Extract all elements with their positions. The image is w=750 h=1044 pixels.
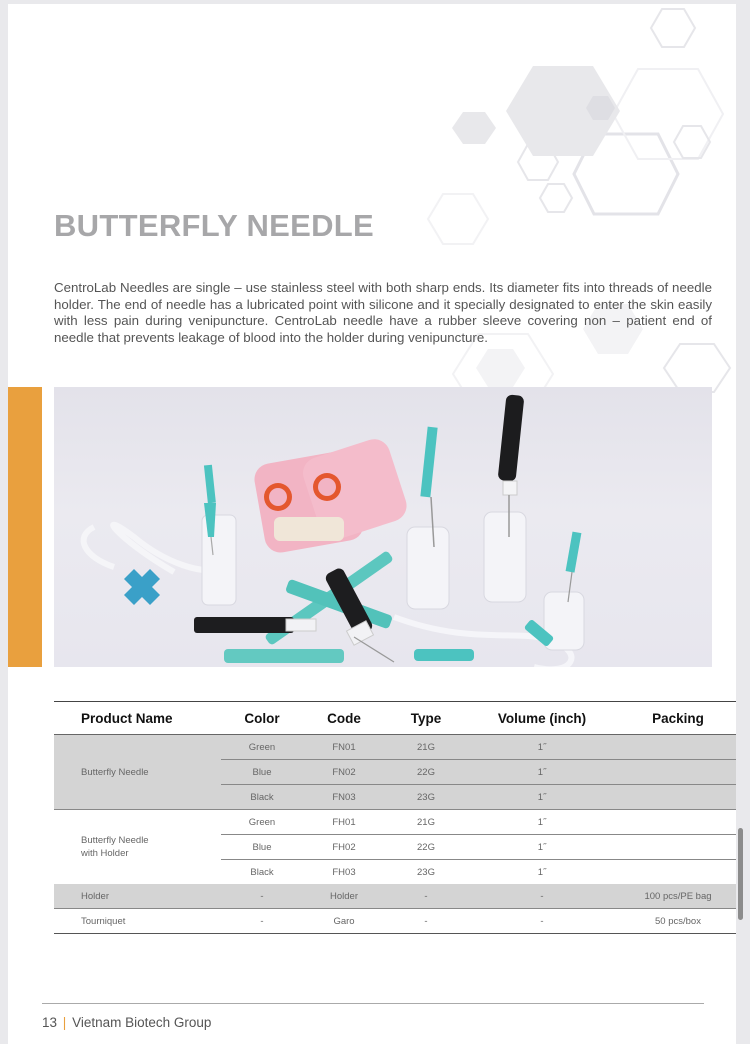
volume-cell: 1˝	[467, 835, 617, 860]
code-cell: FH03	[332, 866, 356, 878]
color-cell: Black	[221, 785, 303, 810]
page-footer	[42, 1015, 211, 1030]
packing-cell	[617, 760, 736, 785]
color-cell: Black	[250, 866, 274, 878]
accent-bar	[8, 387, 42, 667]
volume-cell: 1˝	[467, 810, 617, 835]
packing-cell: 50 pcs/box	[617, 909, 736, 934]
table-row	[54, 810, 736, 835]
code-cell: FN02	[303, 760, 385, 785]
code-cell: FH02	[303, 835, 385, 860]
packing-cell	[617, 735, 736, 760]
color-cell: Blue	[221, 760, 303, 785]
type-cell: -	[385, 884, 467, 909]
code-cell: Garo	[303, 909, 385, 934]
packing-cell: 100 pcs/PE bag	[617, 884, 736, 909]
code-cell: FN03	[303, 785, 385, 810]
code-cell: FN01	[303, 735, 385, 760]
packing-cell	[617, 785, 736, 810]
product-description: CentroLab Needles are single – use stainless steel with both sharp ends. Its diameter fits into threads of needle holder. The end of needle has a lubricated point with silicone and it specially designated to enter the skin easily with less pain during venipuncture. CentroLab needle have a rubber sleeve covering non – patient end of needle that prevents leakage of blood into the holder during venipuncture.	[54, 280, 712, 345]
page-number: 13	[42, 1015, 58, 1030]
volume-cell: -	[467, 884, 617, 909]
product-name-cell	[54, 810, 221, 885]
color-cell: -	[221, 884, 303, 909]
footer-divider	[42, 1003, 704, 1004]
packing-cell	[617, 810, 736, 835]
scrollbar-thumb[interactable]	[738, 828, 743, 920]
volume-cell: -	[467, 909, 617, 934]
table-row-holder	[54, 884, 736, 909]
company-name: Vietnam Biotech Group	[72, 1015, 212, 1030]
color-cell: -	[221, 909, 303, 934]
type-cell: 23G	[417, 866, 435, 878]
type-cell: 22G	[385, 835, 467, 860]
product-name-line: Butterfly Needle	[81, 835, 149, 846]
brochure-page	[8, 4, 736, 1044]
volume-cell: 1˝	[467, 785, 617, 810]
footer-separator: |	[62, 1015, 67, 1030]
packing-cell	[617, 860, 736, 885]
header-type: Type	[385, 702, 467, 735]
header-packing: Packing	[617, 702, 736, 735]
header-product-name: Product Name	[54, 702, 221, 735]
product-table	[54, 701, 712, 934]
table-header-row	[54, 702, 736, 735]
table-row-tourniquet	[54, 909, 736, 934]
product-name-cell: Holder	[54, 884, 221, 909]
header-color: Color	[221, 702, 303, 735]
type-cell: 23G	[385, 785, 467, 810]
product-name-line: with Holder	[81, 848, 129, 859]
code-cell: Holder	[303, 884, 385, 909]
product-photo	[54, 387, 712, 667]
header-volume: Volume (inch)	[467, 702, 617, 735]
type-cell: 21G	[385, 735, 467, 760]
needles-illustration	[54, 387, 712, 667]
page-title: BUTTERFLY NEEDLE	[54, 208, 375, 243]
color-cell: Green	[221, 735, 303, 760]
type-cell: 21G	[385, 810, 467, 835]
color-cell: Blue	[221, 835, 303, 860]
volume-cell: 1˝	[467, 760, 617, 785]
volume-cell: 1˝	[537, 866, 547, 878]
product-name-cell: Tourniquet	[54, 909, 221, 934]
packing-cell	[617, 835, 736, 860]
color-cell: Green	[221, 810, 303, 835]
code-cell: FH01	[303, 810, 385, 835]
type-cell: -	[385, 909, 467, 934]
header-code: Code	[303, 702, 385, 735]
table-row	[54, 735, 736, 760]
product-name-cell: Butterfly Needle	[54, 735, 221, 810]
type-cell: 22G	[385, 760, 467, 785]
volume-cell: 1˝	[467, 735, 617, 760]
